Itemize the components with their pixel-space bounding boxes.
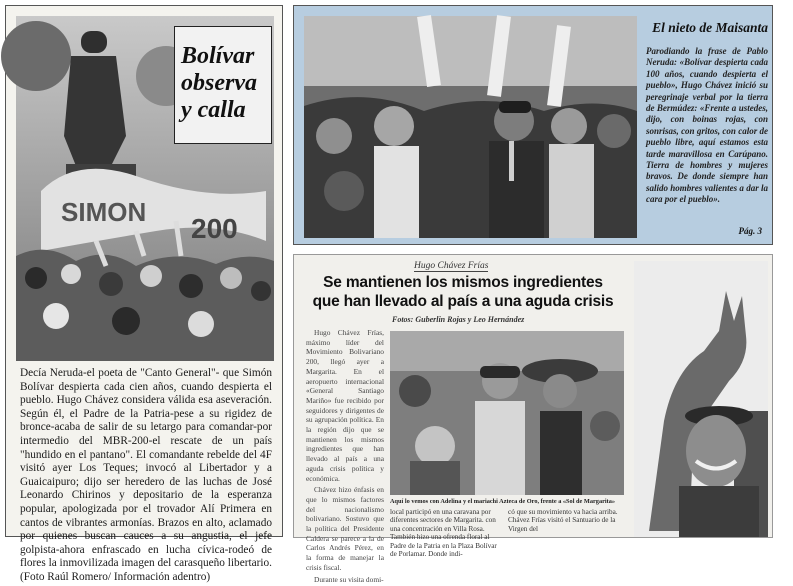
column1-paragraph: Chávez hizo énfasis en que lo mismos factores del nacionalismo bolivariano. Sostuvo que la política del Presidente Caldera se parece a la de Carlos Andrés Pérez, en la forma de manejar la crisis fiscal. (306, 485, 384, 572)
headline-line-2: que han llevado al país a una aguda crisis (312, 293, 614, 310)
article-column-1 (306, 328, 384, 586)
column1-paragraph: Durante su visita domi- (314, 574, 384, 584)
clipping-nieto-maisanta (293, 5, 773, 245)
banner-simon-text: SIMON (61, 197, 147, 227)
clipping-ingredientes-crisis (293, 254, 773, 584)
chavez-waving-photo (634, 261, 768, 537)
headline-line-1: Se mantienen los mismos ingredientes (323, 274, 603, 291)
photo-caption-text: Decía Neruda-el poeta de "Canto General"- que Simón Bolívar despierta cada cien años, cuando despierta el pueblo. Hugo Chávez considera válida esa aseveración. Según él, el Padre de la Patria-pese a su rigidez de bronce-acaba de salir de su letargo para comandar-por intermedio del MBR-200-el rescate de un país "hundido en el pantano". El comandante rebelde del 4F visitó ayer Los Teques; invocó al Libertador y a Guaicaipuro; dijo ser heredero de las luchas de José Leonardo Chirinos y depositario de la esperanza popular, apologizada por el trovador Alí Primera en cantos de vibrantes armonías. Brazos en alto, aclamado por quienes buscan cauces a su angustia, el jefe golpista-ahora enfrascado en lucha cívica-rodeó de flores la inmovilizada imagen del carasqueño libertario. (Foto Raúl Romero/ Información adentro) (20, 367, 272, 583)
chavez-rally-photo (304, 16, 637, 238)
article-title: El nieto de Maisanta (652, 20, 768, 35)
byline: Hugo Chávez Frías (414, 261, 489, 271)
banner-200-text: 200 (191, 213, 238, 244)
article-column-3: có que su movimiento va hacia arriba. Chávez Frías visitó el Santuario de la Virgen del (508, 508, 618, 533)
article-headline (302, 273, 624, 311)
mariachi-illustration (390, 331, 624, 495)
headline-line-1: Bolívar (181, 43, 255, 69)
rally-illustration (304, 16, 637, 238)
waving-illustration (634, 261, 768, 537)
headline-line-3: y calla (181, 97, 246, 123)
headline-line-2: observa (181, 70, 257, 96)
article-column-2: local participó en una caravana por diferentes sectores de Margarita. con una concentración en Villa Rosa. También hizo una ofrenda floral al Padre de la Patria en la Plaza Bolívar de Porlamar. Donde indi- (390, 508, 497, 559)
headline-box (174, 26, 272, 144)
margarita-visit-photo (390, 331, 624, 495)
photo-caption: Aquí lo vemos con Adelina y el mariachi Azteca de Oro, frente a «Sol de Margarita» (390, 498, 616, 505)
column1-paragraph: Hugo Chávez Frías, máximo líder del Movimiento Bolivariano 200, llegó ayer a Margarita. En el aeropuerto internacional «General Santiago Mariño» fue recibido por seguidores y dirigentes de su agrupación política. En la región dijo que se mantienen los mismos ingredientes que han llevado al país a una aguda crisis política y económica. (306, 328, 384, 483)
page-reference: Pág. 3 (738, 226, 762, 236)
clipping-bolivar-observa (5, 5, 283, 583)
photo-credits: Fotos: Guberlin Rojas y Leo Hernández (392, 315, 525, 324)
article-body: Parodiando la frase de Pablo Neruda: «Bolívar despierta cada 100 años, cuando despierta el pueblo», Hugo Chávez inició su peregrinaje verbal por la tierra de Bermúdez: «Frente a ustedes, dijo, con boinas rojas, con sonrisas, con gritos, con calor de pueblo libre, aquí estamos esta tarde maravillosa en Carúpano. Tierra de hombres y mujeres bravos. De donde siempre han salido hombres valientes a dar la cara por el pueblo». (646, 46, 768, 205)
